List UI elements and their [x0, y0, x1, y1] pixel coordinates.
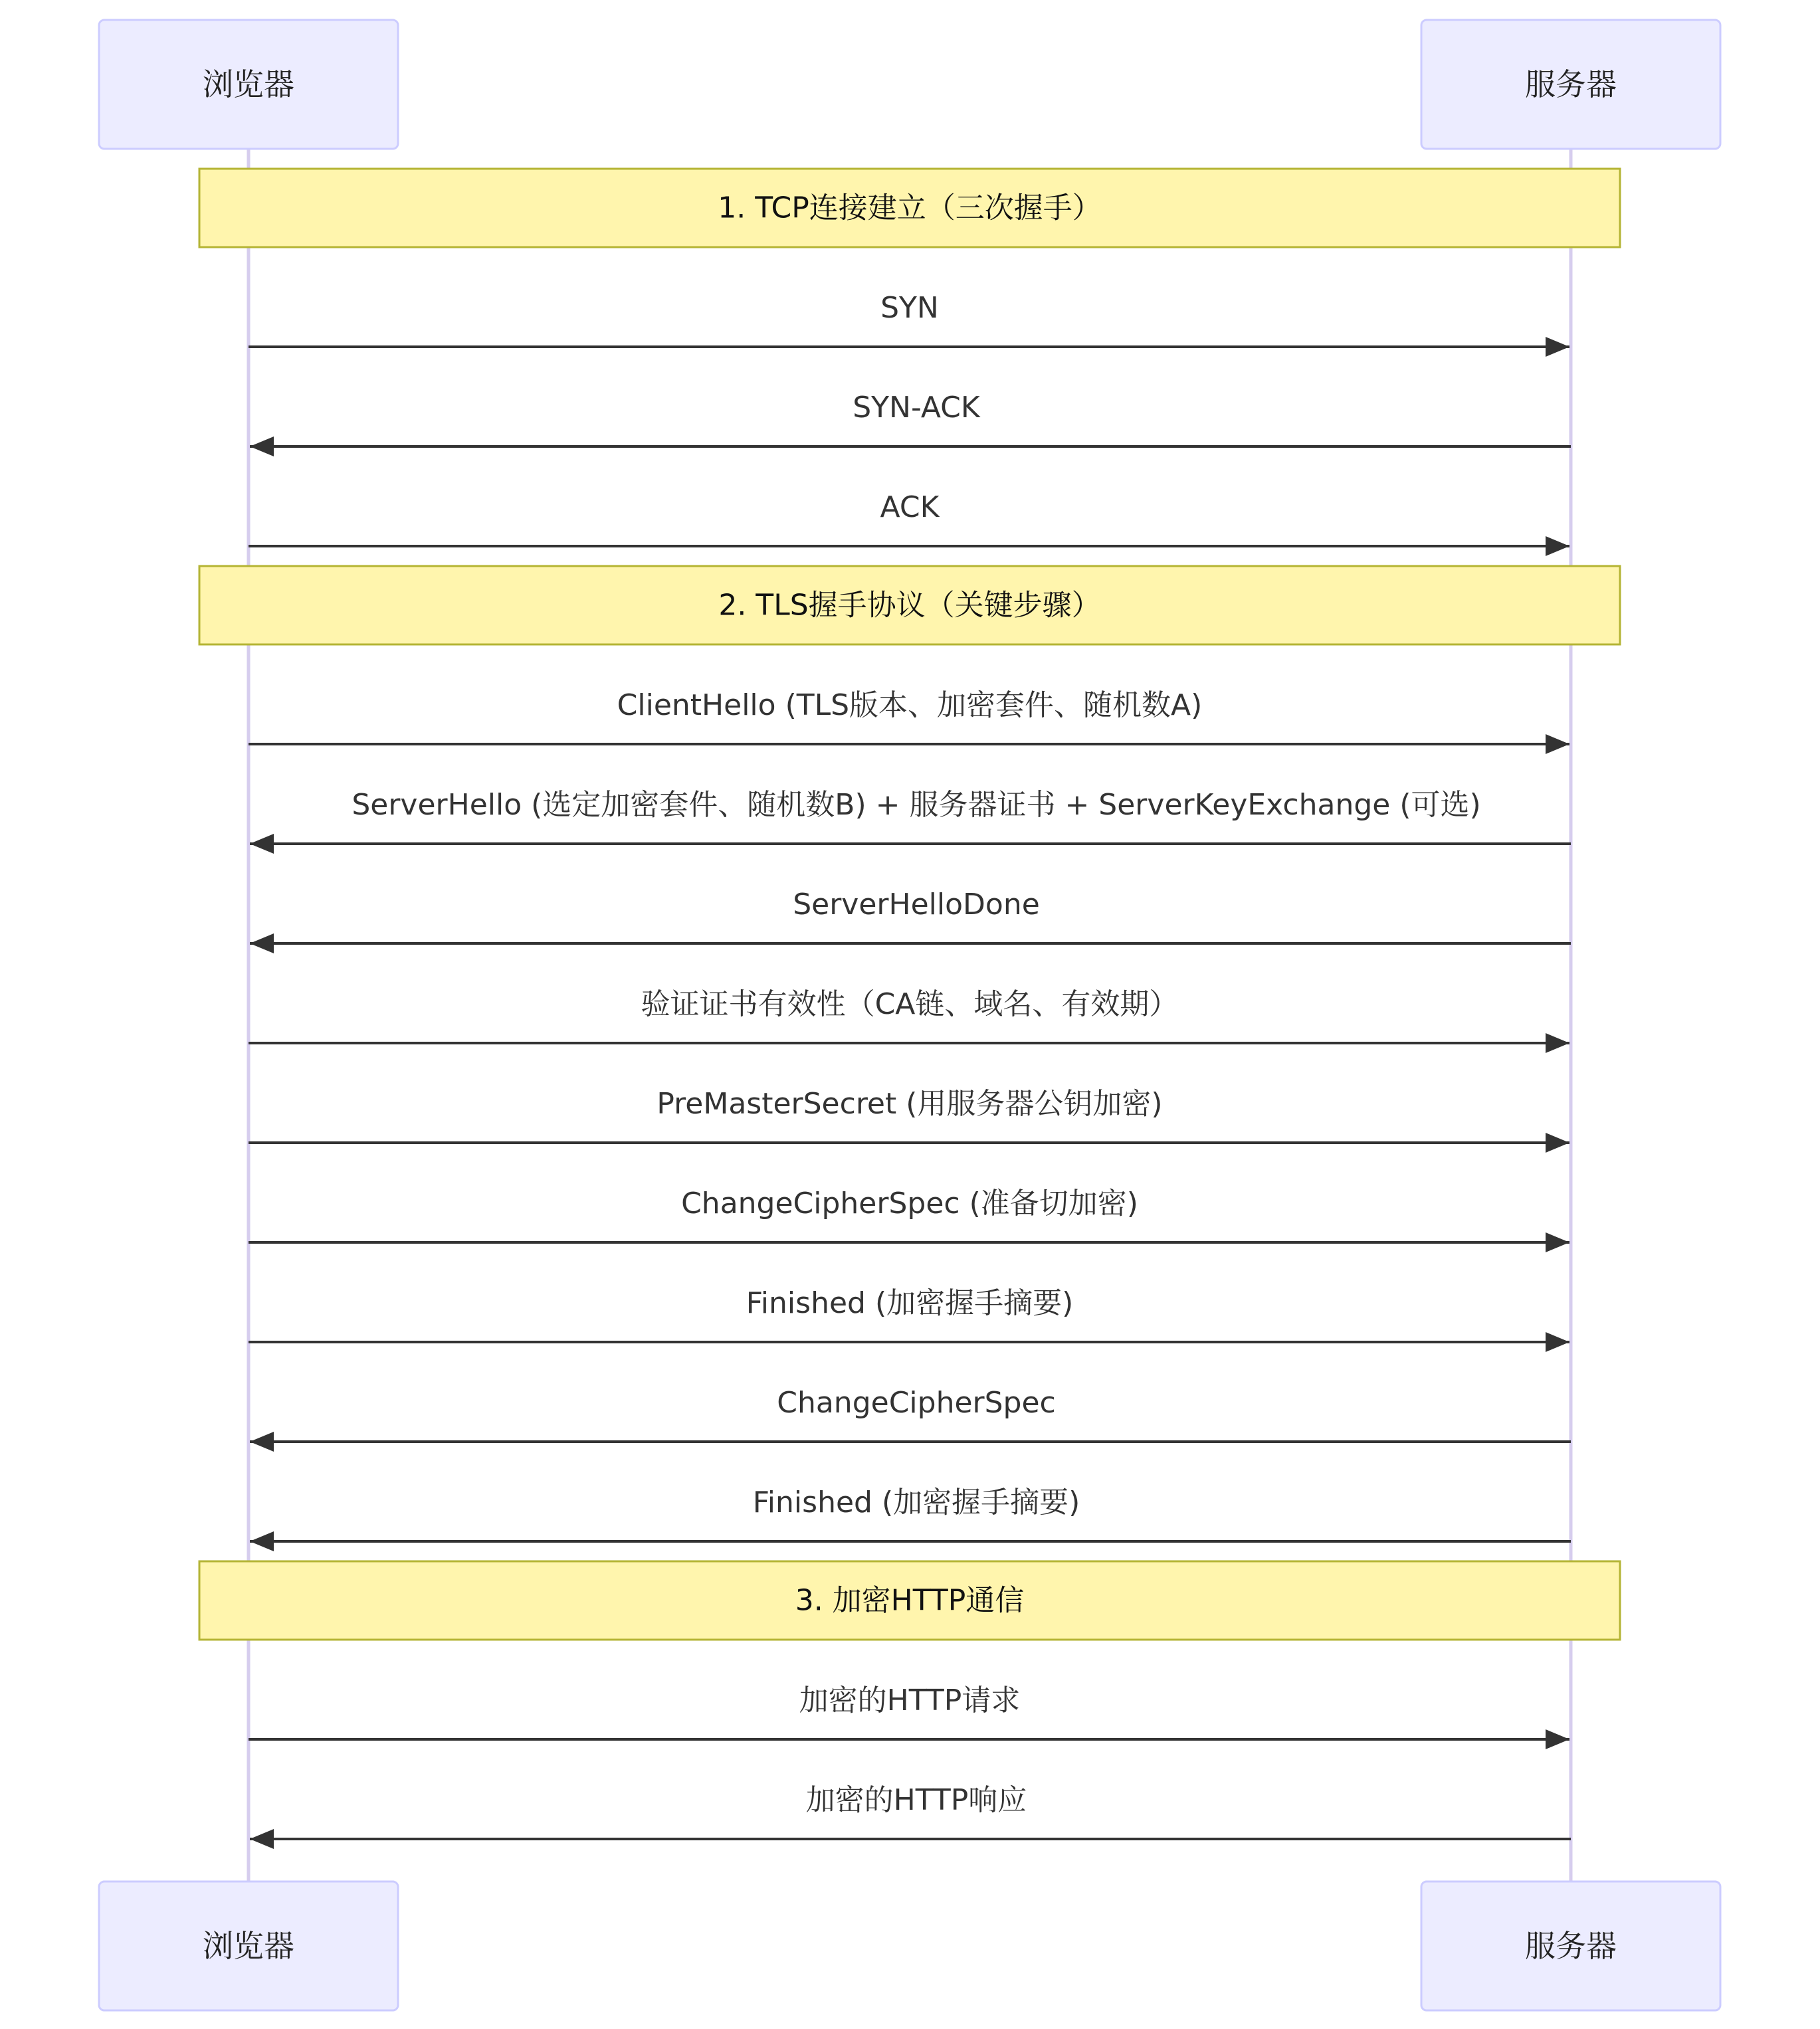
message-arrow	[249, 1286, 1569, 1342]
message-label: SYN	[880, 291, 939, 325]
actor-label: 服务器	[1525, 66, 1617, 102]
message-arrow	[250, 1486, 1571, 1541]
actor-server-bottom	[1421, 1882, 1720, 2010]
message-arrow	[250, 788, 1571, 844]
message-label: ClientHello (TLS版本、加密套件、随机数A)	[617, 688, 1203, 722]
message-label: ACK	[880, 490, 940, 524]
phase-note	[199, 566, 1620, 644]
message-arrow	[249, 987, 1569, 1043]
message-label: ServerHello (选定加密套件、随机数B) + 服务器证书 + ServerKeyExchange (可选)	[352, 788, 1481, 822]
message-arrow	[249, 688, 1569, 744]
message-label: Finished (加密握手摘要)	[752, 1486, 1080, 1519]
message-label: ChangeCipherSpec (准备切加密)	[681, 1187, 1138, 1220]
message-arrow	[250, 1386, 1571, 1442]
message-arrow	[250, 391, 1571, 446]
message-arrow	[249, 291, 1569, 347]
actor-server-top	[1421, 20, 1720, 149]
phase-note	[199, 169, 1620, 247]
phase-note-label: 3. 加密HTTP通信	[795, 1583, 1025, 1618]
phase-note	[199, 1561, 1620, 1640]
phase-note-label: 1. TCP连接建立（三次握手）	[718, 191, 1102, 225]
message-arrow	[250, 888, 1571, 943]
phase-note-label: 2. TLS握手协议（关键步骤）	[718, 588, 1101, 623]
message-label: PreMasterSecret (用服务器公钥加密)	[657, 1087, 1163, 1121]
message-label: ChangeCipherSpec	[777, 1386, 1056, 1420]
message-arrow	[249, 1187, 1569, 1242]
message-arrow	[249, 1087, 1569, 1143]
message-label: SYN-ACK	[853, 391, 980, 425]
actor-browser-top	[99, 20, 398, 149]
message-arrow	[249, 1684, 1569, 1739]
message-label: 验证证书有效性（CA链、域名、有效期）	[641, 987, 1179, 1021]
message-label: Finished (加密握手摘要)	[746, 1286, 1074, 1320]
message-label: ServerHelloDone	[793, 888, 1040, 921]
actor-label: 服务器	[1525, 1928, 1617, 1964]
message-label: 加密的HTTP请求	[799, 1684, 1021, 1717]
message-label: 加密的HTTP响应	[805, 1783, 1027, 1817]
actor-browser-bottom	[99, 1882, 398, 2010]
message-arrow	[250, 1783, 1571, 1839]
actor-label: 浏览器	[203, 1928, 294, 1964]
message-arrow	[249, 490, 1569, 546]
actor-label: 浏览器	[203, 66, 294, 102]
